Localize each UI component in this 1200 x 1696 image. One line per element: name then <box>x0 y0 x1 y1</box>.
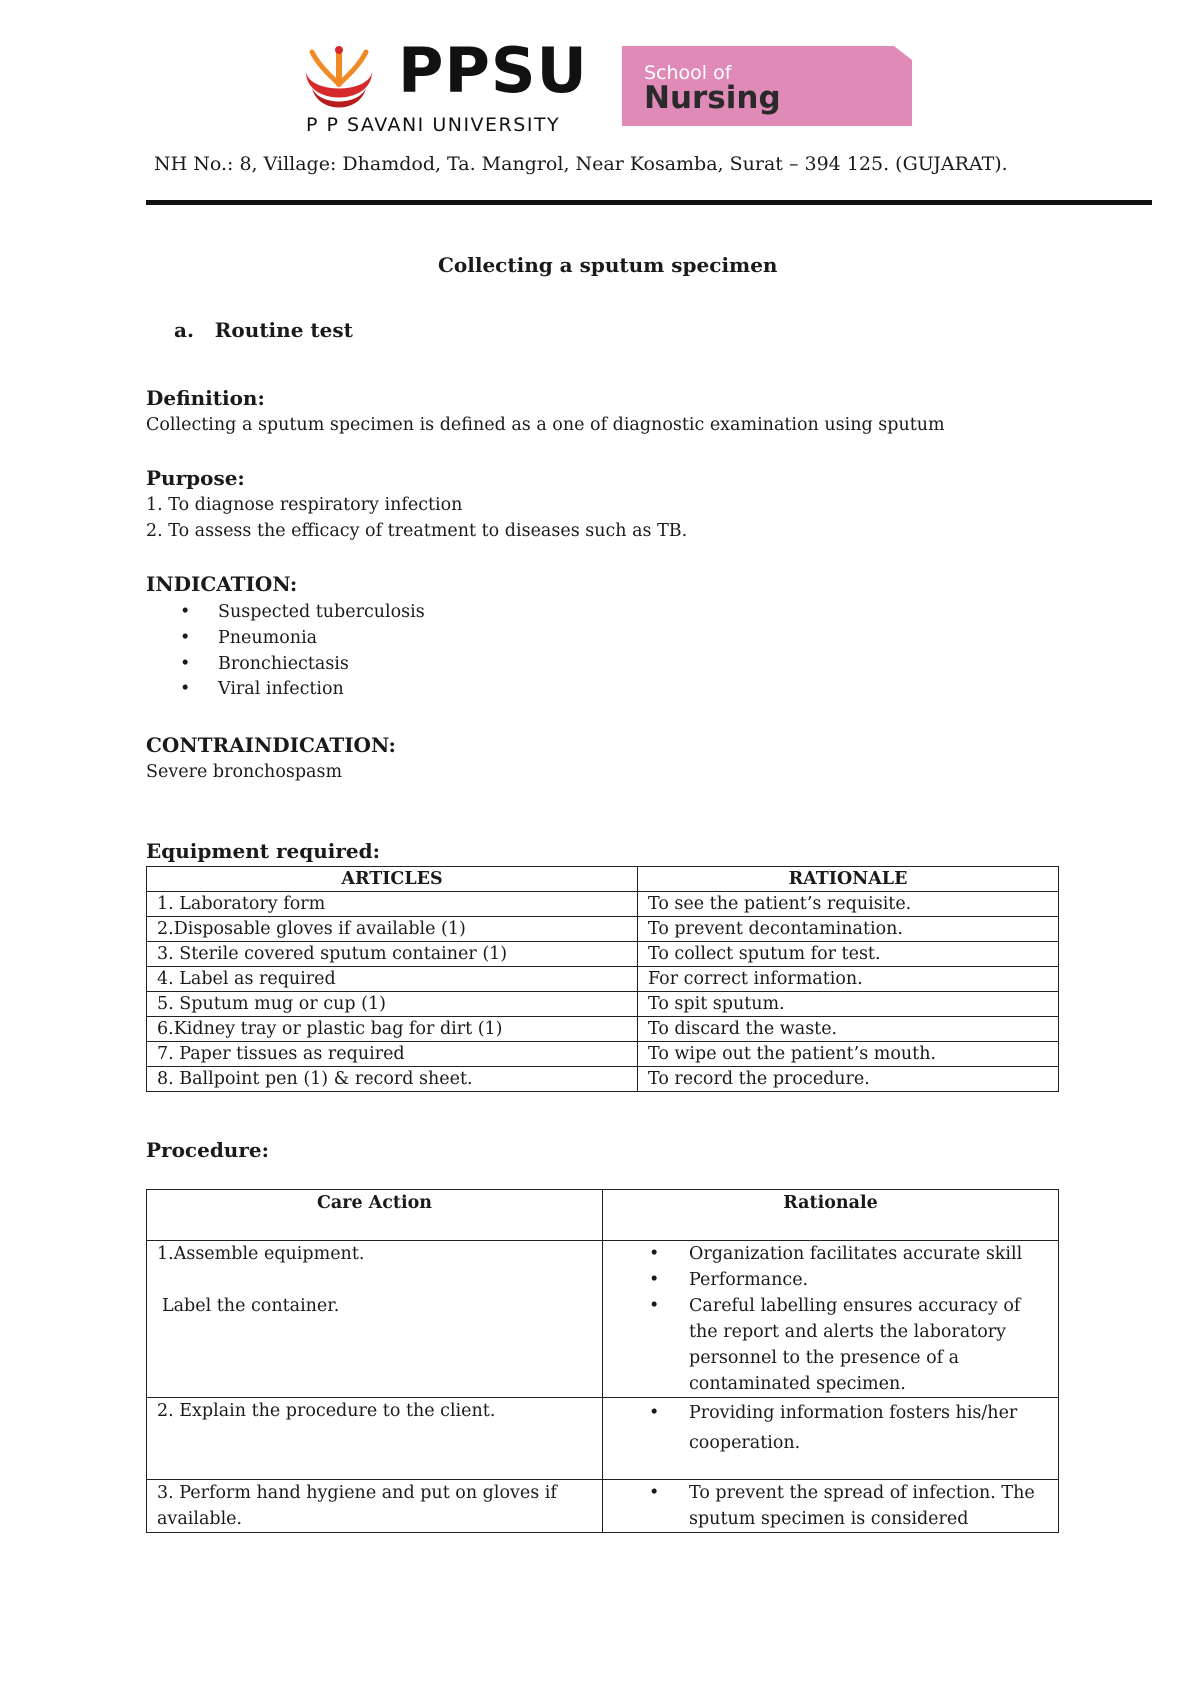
column-header: ARTICLES <box>147 867 638 892</box>
indication-item: • Suspected tuberculosis <box>218 602 425 622</box>
badge-school-of-text: School of <box>644 62 732 84</box>
care-action-text: 2. Explain the procedure to the client. <box>157 1401 496 1421</box>
rationale-cell: For correct information. <box>638 967 1059 992</box>
indication-heading: INDICATION: <box>146 572 298 596</box>
table-row <box>147 992 1059 1017</box>
university-logo-text: PPSU <box>398 34 588 107</box>
university-address: NH No.: 8, Village: Dhamdod, Ta. Mangrol, Near Kosamba, Surat – 394 125. (GUJARAT). <box>154 153 1008 175</box>
indication-item: • Viral infection <box>218 679 344 699</box>
table-row <box>147 1067 1059 1092</box>
rationale-item: • Careful labelling ensures accuracy of the report and alerts the laboratory personnel to the presence of a contaminated specimen. <box>689 1293 1048 1397</box>
column-header: Care Action <box>147 1190 603 1241</box>
care-action-text: 1.Assemble equipment. <box>157 1244 365 1264</box>
university-name: P P SAVANI UNIVERSITY <box>306 114 561 136</box>
column-header: Rationale <box>603 1190 1059 1241</box>
definition-heading: Definition: <box>146 386 265 410</box>
article-cell: 1. Laboratory form <box>147 892 638 917</box>
article-cell: 4. Label as required <box>147 967 638 992</box>
purpose-item: 1. To diagnose respiratory infection <box>146 495 463 515</box>
contraindication-text: Severe bronchospasm <box>146 762 343 782</box>
rationale-item: • Providing information fosters his/her cooperation. <box>689 1398 1048 1458</box>
article-cell: 5. Sputum mug or cup (1) <box>147 992 638 1017</box>
article-cell: 8. Ballpoint pen (1) & record sheet. <box>147 1067 638 1092</box>
rationale-cell <box>603 1480 1059 1533</box>
article-cell: 6.Kidney tray or plastic bag for dirt (1) <box>147 1017 638 1042</box>
purpose-item: 2. To assess the efficacy of treatment to diseases such as TB. <box>146 521 688 541</box>
rationale-cell: To prevent decontamination. <box>638 917 1059 942</box>
table-row <box>147 942 1059 967</box>
rationale-item: • Performance. <box>689 1267 1048 1293</box>
rationale-cell: To discard the waste. <box>638 1017 1059 1042</box>
table-header-row <box>147 867 1059 892</box>
definition-text: Collecting a sputum specimen is defined as a one of diagnostic examination using sputum <box>146 415 945 435</box>
rationale-cell: To record the procedure. <box>638 1067 1059 1092</box>
table-row <box>147 1017 1059 1042</box>
rationale-cell: To collect sputum for test. <box>638 942 1059 967</box>
contraindication-heading: CONTRAINDICATION: <box>146 733 396 757</box>
document-title: Collecting a sputum specimen <box>438 253 778 277</box>
article-cell: 3. Sterile covered sputum container (1) <box>147 942 638 967</box>
article-cell: 2.Disposable gloves if available (1) <box>147 917 638 942</box>
equipment-table <box>146 866 1059 1092</box>
section-subtitle: a. Routine test <box>174 318 353 342</box>
table-row <box>147 967 1059 992</box>
care-action-cell <box>147 1241 603 1398</box>
table-header-row <box>147 1190 1059 1241</box>
procedure-table <box>146 1189 1059 1533</box>
rationale-cell: To wipe out the patient’s mouth. <box>638 1042 1059 1067</box>
rationale-cell: To spit sputum. <box>638 992 1059 1017</box>
article-cell: 7. Paper tissues as required <box>147 1042 638 1067</box>
equipment-heading: Equipment required: <box>146 839 380 863</box>
university-emblem-icon <box>298 44 380 124</box>
table-row <box>147 1398 1059 1480</box>
table-row <box>147 1241 1059 1398</box>
rationale-item: • Organization facilitates accurate skill <box>689 1241 1048 1267</box>
header-divider <box>146 200 1152 205</box>
rationale-cell <box>603 1398 1059 1480</box>
care-action-text: Label the container. <box>162 1296 340 1316</box>
care-action-cell <box>147 1480 603 1533</box>
care-action-cell <box>147 1398 603 1480</box>
purpose-heading: Purpose: <box>146 466 245 490</box>
rationale-cell <box>603 1241 1059 1398</box>
rationale-item: • To prevent the spread of infection. The sputum specimen is considered <box>689 1480 1048 1532</box>
badge-nursing-text: Nursing <box>644 80 781 116</box>
rationale-cell: To see the patient’s requisite. <box>638 892 1059 917</box>
table-row <box>147 1042 1059 1067</box>
table-row <box>147 1480 1059 1533</box>
indication-item: • Pneumonia <box>218 628 317 648</box>
column-header: RATIONALE <box>638 867 1059 892</box>
care-action-text: 3. Perform hand hygiene and put on gloves if available. <box>157 1483 557 1529</box>
table-row <box>147 892 1059 917</box>
procedure-heading: Procedure: <box>146 1138 269 1162</box>
table-row <box>147 917 1059 942</box>
indication-item: • Bronchiectasis <box>218 654 349 674</box>
